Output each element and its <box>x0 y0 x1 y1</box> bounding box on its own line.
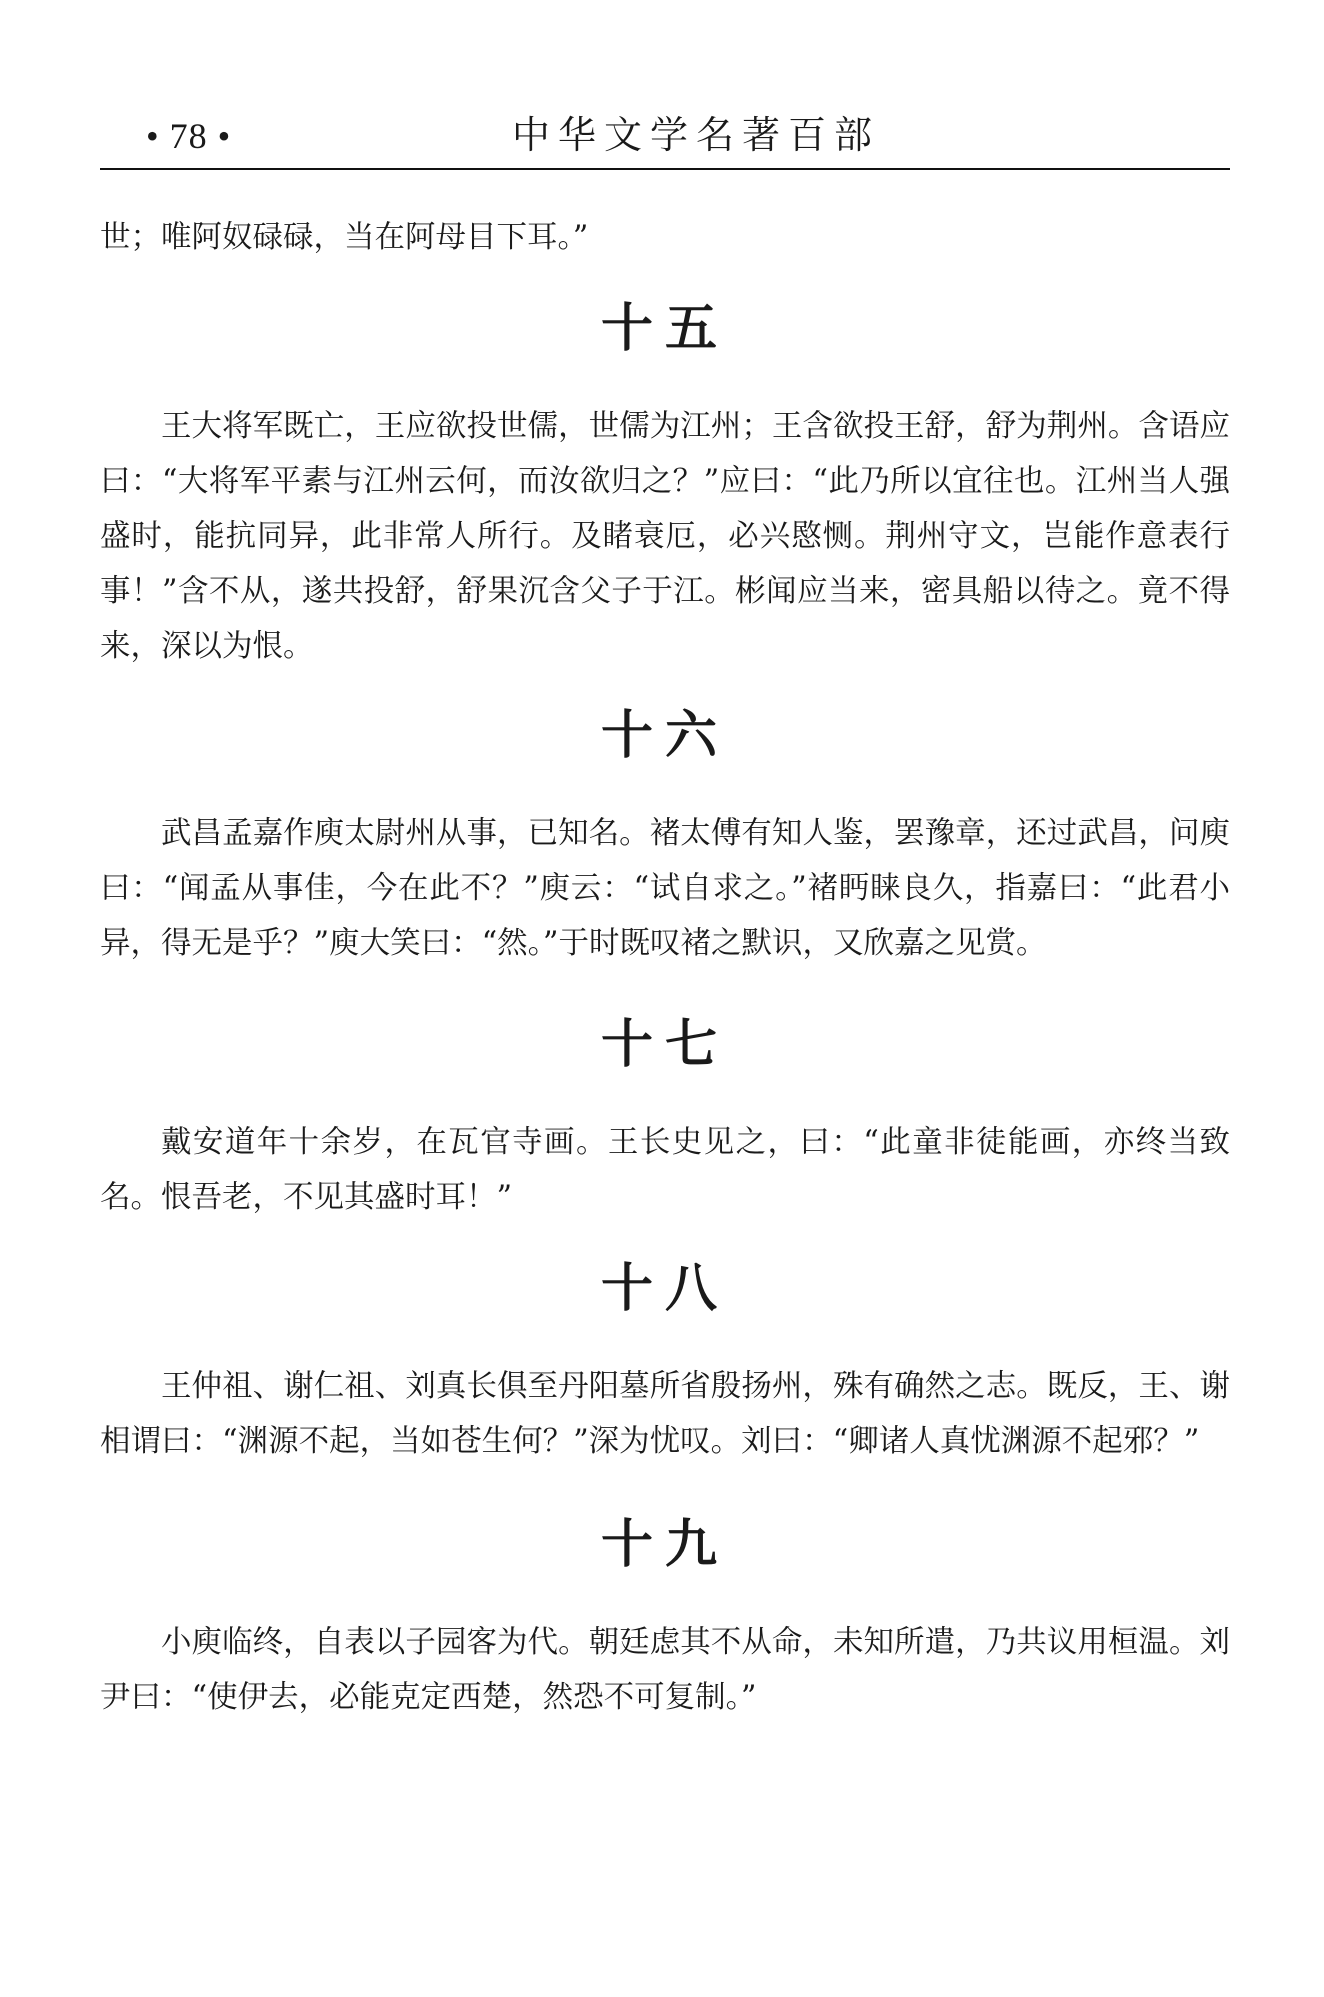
section-text-17: 戴安道年十余岁，在瓦官寺画。王长史见之，曰：“此童非徒能画，亦终当致名。恨吾老，不见其盛时耳！” <box>100 1125 1230 1215</box>
page-number: • 78 • <box>146 116 232 156</box>
section-heading-17: 十七 <box>600 1015 729 1075</box>
section-heading-15: 十五 <box>600 299 729 359</box>
section-text-19: 小庾临终，自表以子园客为代。朝廷虑其不从命，未知所遣，乃共议用桓温。刘尹曰：“使伊去，必能克定西楚，然恐不可复制。” <box>100 1625 1230 1715</box>
book-page <box>100 0 1230 1997</box>
running-header <box>100 104 1230 164</box>
section-text-18: 王仲祖、谢仁祖、刘真长俱至丹阳墓所省殷扬州，殊有确然之志。既反，王、谢相谓曰：“渊源不起，当如苍生何？”深为忧叹。刘曰：“卿诸人真忧渊源不起邪？” <box>100 1369 1230 1459</box>
section-heading-19: 十九 <box>600 1515 729 1575</box>
header-rule <box>100 168 1230 170</box>
section-text-15: 王大将军既亡，王应欲投世儒，世儒为江州；王含欲投王舒，舒为荆州。含语应曰：“大将军平素与江州云何，而汝欲归之？”应曰：“此乃所以宜往也。江州当人强盛时，能抗同异，此非常人所行。及睹衰厄，必兴愍恻。荆州守文，岂能作意表行事！”含不从，遂共投舒，舒果沉含父子于江。彬闻应当来，密具船以待之。竟不得来，深以为恨。 <box>100 409 1230 664</box>
section-heading-18: 十八 <box>600 1259 729 1319</box>
book-title: 中华文学名著百部 <box>512 113 881 157</box>
section-text-16: 武昌孟嘉作庾太尉州从事，已知名。褚太傅有知人鉴，罢豫章，还过武昌，问庾曰：“闻孟从事佳，今在此不？”庾云：“试自求之。”褚眄睐良久，指嘉曰：“此君小异，得无是乎？”庾大笑曰：“然。”于时既叹褚之默识，又欣嘉之见赏。 <box>100 816 1230 961</box>
continued-paragraph: 世；唯阿奴碌碌，当在阿母目下耳。” <box>100 220 589 255</box>
section-heading-16: 十六 <box>600 706 729 766</box>
page-body <box>100 210 1230 1725</box>
